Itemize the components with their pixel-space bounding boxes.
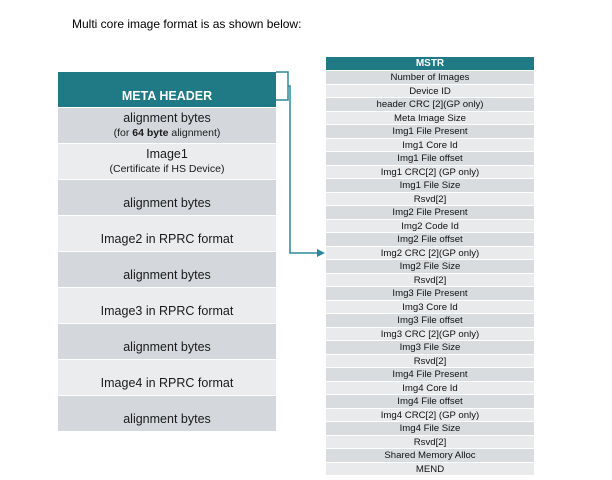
arrow-line bbox=[288, 86, 319, 253]
alignment-label-3: alignment bytes bbox=[123, 268, 211, 282]
mstr-table-row: Img2 Code Id bbox=[326, 219, 534, 233]
mstr-table-row: Rsvd[2] bbox=[326, 354, 534, 368]
mstr-table-row: Img3 Core Id bbox=[326, 300, 534, 314]
image1-note: (Certificate if HS Device) bbox=[109, 163, 225, 175]
image3-label: Image3 in RPRC format bbox=[100, 304, 234, 318]
mstr-table-row: Img4 File Present bbox=[326, 367, 534, 381]
mstr-table-row: Img4 CRC[2] (GP only) bbox=[326, 408, 534, 422]
mstr-table-row: Img1 Core Id bbox=[326, 138, 534, 152]
mstr-table-row: Img3 File Size bbox=[326, 340, 534, 354]
mstr-table-row: Img1 File Present bbox=[326, 124, 534, 138]
mstr-table-row: Number of Images bbox=[326, 70, 534, 84]
alignment-label-5: alignment bytes bbox=[123, 412, 211, 426]
alignment-label-2: alignment bytes bbox=[123, 196, 211, 210]
mstr-table-row: Img2 File offset bbox=[326, 232, 534, 246]
bracket-line bbox=[276, 72, 288, 100]
mstr-table-row: Img1 File Size bbox=[326, 178, 534, 192]
mstr-table-row: MEND bbox=[326, 462, 534, 476]
mstr-table-row: Rsvd[2] bbox=[326, 435, 534, 449]
alignment-label-1: alignment bytes bbox=[123, 111, 211, 125]
meta-header-label: META HEADER bbox=[121, 89, 213, 103]
mstr-table-row: Rsvd[2] bbox=[326, 192, 534, 206]
mstr-table-row: Img2 File Size bbox=[326, 259, 534, 273]
mstr-table-row: header CRC [2](GP only) bbox=[326, 97, 534, 111]
image2-label: Image2 in RPRC format bbox=[100, 232, 234, 246]
alignment-label-4: alignment bytes bbox=[123, 340, 211, 354]
mstr-table-row: Img3 File Present bbox=[326, 286, 534, 300]
mstr-table-row: Img4 File Size bbox=[326, 421, 534, 435]
alignment-note: (for 64 byte alignment) bbox=[113, 127, 221, 139]
mstr-table-row: Img1 File offset bbox=[326, 151, 534, 165]
diagram-caption: Multi core image format is as shown below: bbox=[72, 17, 302, 31]
mstr-table-row: Device ID bbox=[326, 84, 534, 98]
mstr-table-row: Img1 CRC[2] (GP only) bbox=[326, 165, 534, 179]
mstr-table-row: Img2 File Present bbox=[326, 205, 534, 219]
mstr-table-row: Img3 CRC [2](GP only) bbox=[326, 327, 534, 341]
mstr-table-row: Shared Memory Alloc bbox=[326, 448, 534, 462]
arrow-head-icon bbox=[317, 249, 325, 257]
mstr-table-row: Rsvd[2] bbox=[326, 273, 534, 287]
mstr-table-row: Img2 CRC [2](GP only) bbox=[326, 246, 534, 260]
mstr-table-row: Img3 File offset bbox=[326, 313, 534, 327]
image1-label: Image1 bbox=[146, 147, 188, 161]
mstr-table-header: MSTR bbox=[326, 57, 534, 70]
image4-label: Image4 in RPRC format bbox=[100, 376, 234, 390]
mstr-table-row: Img4 Core Id bbox=[326, 381, 534, 395]
mstr-table-row: Meta Image Size bbox=[326, 111, 534, 125]
mstr-table-row: Img4 File offset bbox=[326, 394, 534, 408]
